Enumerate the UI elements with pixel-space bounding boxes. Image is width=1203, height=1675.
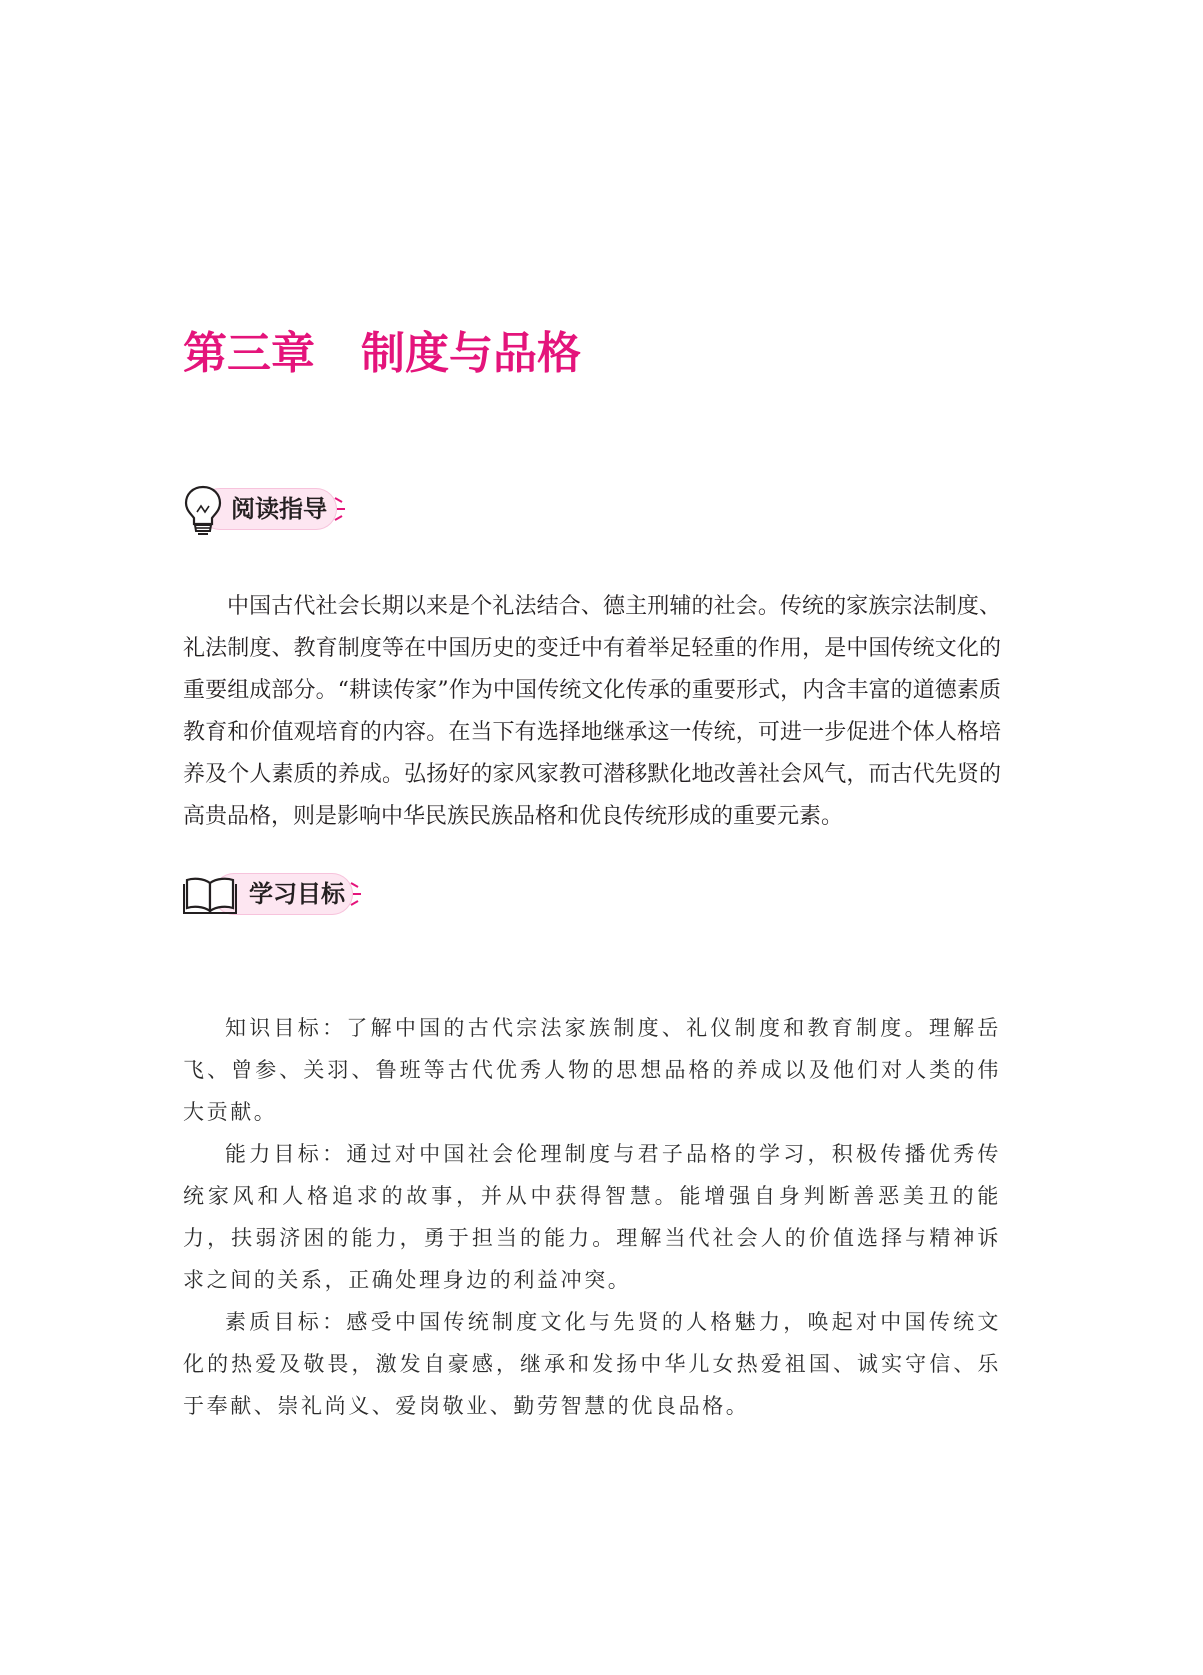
lightbulb-icon: [183, 484, 223, 540]
reading-guide-heading: 阅读指导: [231, 495, 327, 523]
quality-goal: 素质目标：感受中国传统制度文化与先贤的人格魅力，唤起对中国传统文化的热爱及敬畏，激发自豪感，继承和发扬中华儿女热爱祖国、诚实守信、乐于奉献、崇礼尚义、爱岗敬业、勤劳智慧的优良品格。: [183, 1310, 1001, 1418]
knowledge-goal: 知识目标：了解中国的古代宗法家族制度、礼仪制度和教育制度。理解岳飞、曾参、关羽、鲁班等古代优秀人物的思想品格的养成以及他们对人类的伟大贡献。: [183, 1016, 1001, 1124]
open-book-icon: [183, 875, 237, 919]
chapter-name: 制度与品格: [361, 328, 581, 379]
learning-goals-list: [183, 1007, 1001, 1427]
reading-guide-header: [183, 484, 353, 534]
learning-goals-header: [183, 869, 373, 919]
learning-goals-heading: 学习目标: [249, 880, 345, 908]
chapter-number: 第三章: [183, 328, 315, 379]
pill-end-decoration: [333, 494, 347, 524]
pill-end-decoration: [349, 879, 363, 909]
reading-guide-paragraph: 中国古代社会长期以来是个礼法结合、德主刑辅的社会。传统的家族宗法制度、礼法制度、教育制度等在中国历史的变迁中有着举足轻重的作用，是中国传统文化的重要组成部分。“耕读传家”作为中国传统文化传承的重要形式，内含丰富的道德素质教育和价值观培育的内容。在当下有选择地继承这一传统，可进一步促进个体人格培养及个人素质的养成。弘扬好的家风家教可潜移默化地改善社会风气，而古代先贤的高贵品格，则是影响中华民族民族品格和优良传统形成的重要元素。: [183, 594, 1001, 829]
ability-goal: 能力目标：通过对中国社会伦理制度与君子品格的学习，积极传播优秀传统家风和人格追求的故事，并从中获得智慧。能增强自身判断善恶美丑的能力，扶弱济困的能力，勇于担当的能力。理解当代社会人的价值选择与精神诉求之间的关系，正确处理身边的利益冲突。: [183, 1142, 1001, 1292]
chapter-title: [183, 326, 581, 382]
